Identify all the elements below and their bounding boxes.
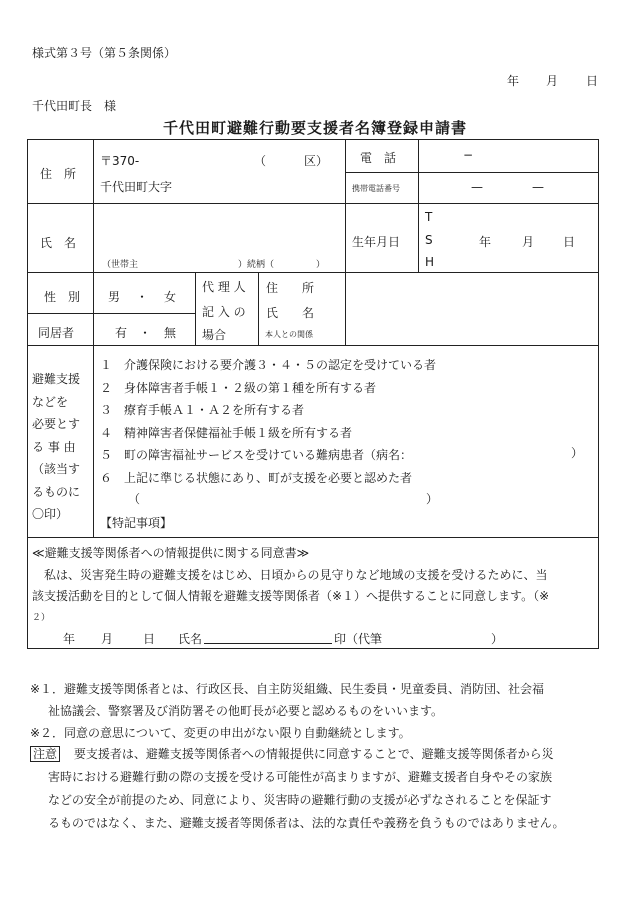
special-notes-label: 【特記事項】: [100, 516, 173, 530]
row-divider: [345, 172, 598, 173]
era-taisho[interactable]: T: [425, 210, 433, 224]
signature-input[interactable]: [206, 628, 330, 642]
postal-code-prefix: 〒370-: [100, 154, 140, 168]
proxy-name-label: 氏 名: [266, 306, 315, 320]
consent-heading: ≪避難支援等関係者への情報提供に関する同意書≫: [32, 546, 310, 560]
proxy-relation-input[interactable]: [346, 327, 594, 342]
reason-item[interactable]: ３ 療育手帳Ａ１・Ａ２を所有する者: [100, 403, 305, 417]
name-label: 氏 名: [40, 236, 77, 250]
ward-input[interactable]: [268, 151, 302, 166]
note-1-line2: 祉協議会、警察署及び消防署その他町長が必要と認めるものをいいます。: [48, 704, 444, 718]
disease-close: ）: [571, 446, 584, 460]
cohabitant-dot: ・: [139, 326, 152, 340]
other-open: （: [128, 492, 141, 506]
addressee: 千代田町長 様: [32, 99, 117, 113]
mobile-dash-1: —: [471, 180, 483, 194]
town-label: 千代田町大字: [100, 180, 173, 194]
disease-name-input[interactable]: [422, 444, 567, 459]
page-title: 千代田町避難行動要支援者名簿登録申請書: [162, 119, 467, 137]
gender-male[interactable]: 男: [108, 290, 121, 304]
date-year-label: 年: [507, 74, 520, 88]
mobile-input[interactable]: [424, 180, 592, 195]
caution-first-line: [30, 745, 554, 762]
proxy-name-input[interactable]: [346, 304, 594, 319]
reason-label-line: 必要とす: [32, 417, 81, 431]
consent-text-line3: ２）: [32, 613, 51, 623]
relation-close: ）: [316, 260, 326, 270]
reason-item[interactable]: ４ 精神障害者保健福祉手帳１級を所有する者: [100, 425, 353, 440]
caution-line3: などの安全が前提のため、同意により、災害時の避難行動の支援が必ずなされることを保証す: [48, 793, 552, 807]
date-day-label: 日: [586, 74, 599, 88]
birth-year-label: 年: [479, 235, 492, 249]
reason-label-line: 避難支援: [32, 372, 81, 386]
reason-item[interactable]: １ 介護保険における要介護３・４・５の認定を受けている者: [100, 358, 437, 372]
mobile-dash-2: —: [532, 180, 544, 194]
proxy-address-label: 住 所: [266, 281, 315, 295]
reason-item[interactable]: ２ 身体障害者手帳１・２級の第１種を所有する者: [100, 380, 377, 395]
cohabitant-label: 同居者: [38, 326, 75, 340]
reason-label-line: 〇印）: [32, 507, 69, 521]
consent-name-label: 氏名: [178, 632, 203, 646]
reason-label-line: る 事 由: [32, 439, 76, 454]
cohabitant-no[interactable]: 無: [164, 326, 177, 340]
name-input[interactable]: [100, 218, 340, 236]
other-close: ）: [426, 492, 439, 506]
consent-day-label: 日: [143, 632, 156, 646]
seal-label: 印（代筆: [334, 632, 383, 646]
column-divider: [195, 272, 196, 345]
proxy-label-line2: 記 入 の: [202, 305, 246, 319]
column-divider: [418, 140, 419, 272]
address-label: 住 所: [40, 167, 77, 181]
birth-day-label: 日: [563, 235, 576, 249]
birth-month-label: 月: [522, 235, 535, 249]
cohabitant-yes[interactable]: 有: [115, 326, 128, 340]
ward-open: （: [254, 154, 267, 168]
date-month-label: 月: [546, 74, 559, 88]
row-divider: [28, 537, 598, 538]
phone-dash: −: [463, 148, 474, 162]
era-heisei[interactable]: H: [425, 255, 435, 269]
postal-code-input[interactable]: [148, 151, 248, 166]
caution-line2: 害時における避難行動の際の支援を受ける可能性が高まりますが、避難支援者自身やその家族: [48, 770, 553, 784]
row-divider: [28, 313, 195, 314]
gender-label: 性 別: [44, 290, 81, 304]
note-2: ※２．同意の意思について、変更の申出がない限り自動継続とします。: [30, 726, 411, 740]
row-divider: [28, 345, 598, 346]
mobile-label: 携帯電話番号: [352, 184, 400, 193]
proxy-label-line1: 代 理 人: [202, 280, 246, 294]
other-reason-input[interactable]: [144, 489, 424, 504]
reason-label-line: るものに: [32, 484, 81, 499]
relation-label: ）続柄（: [238, 260, 275, 270]
gender-dot: ・: [136, 290, 149, 304]
caution-label: 注意: [30, 746, 60, 762]
reason-label: [32, 368, 80, 526]
proxy-label-line3: 場合: [202, 328, 227, 342]
consent-year-label: 年: [63, 632, 76, 646]
consent-text-line2: 該支援活動を目的として個人情報を避難支援等関係者（※１）へ提供することに同意します。（※: [32, 589, 550, 603]
column-divider: [93, 140, 94, 537]
consent-text-line1: 私は、災害発生時の避難支援をはじめ、日頃からの見守りなど地域の支援を受けるために、当: [44, 568, 548, 582]
reason-item[interactable]: ６ 上記に準じる状態にあり、町が支援を必要と認めた者: [100, 470, 413, 485]
seal-close: ）: [491, 632, 504, 646]
caution-line4: るものではなく、また、避難支援者等関係者は、法的な責任や義務を負うものではありません。: [48, 816, 565, 830]
householder-label: （世帯主: [102, 260, 139, 270]
proxy-address-input[interactable]: [346, 279, 594, 294]
proxy-relation-label: 本人との関係: [265, 330, 313, 339]
column-divider: [258, 272, 259, 345]
ward-close: 区）: [304, 154, 329, 168]
reason-items: [100, 354, 436, 489]
row-divider: [28, 203, 598, 204]
reason-item[interactable]: ５ 町の障害福祉サービスを受けている難病患者（病名：: [100, 448, 413, 462]
phone-input[interactable]: [424, 148, 592, 163]
gender-female[interactable]: 女: [164, 290, 177, 304]
consent-month-label: 月: [101, 632, 114, 646]
row-divider: [28, 272, 598, 273]
note-1-line1: ※１．避難支援等関係者とは、行政区長、自主防災組織、民生委員・児童委員、消防団、社会福: [30, 682, 545, 696]
address-input[interactable]: [180, 177, 340, 192]
birth-date-label: 生年月日: [352, 235, 401, 249]
era-showa[interactable]: S: [425, 233, 433, 247]
form-number: 様式第３号（第５条関係）: [32, 46, 177, 60]
reason-label-line: などを: [32, 394, 69, 409]
reason-label-line: （該当す: [32, 462, 81, 476]
caution-line1: 要支援者は、避難支援等関係者への情報提供に同意することで、避難支援等関係者から災: [73, 747, 554, 761]
phone-label: 電 話: [360, 151, 397, 165]
